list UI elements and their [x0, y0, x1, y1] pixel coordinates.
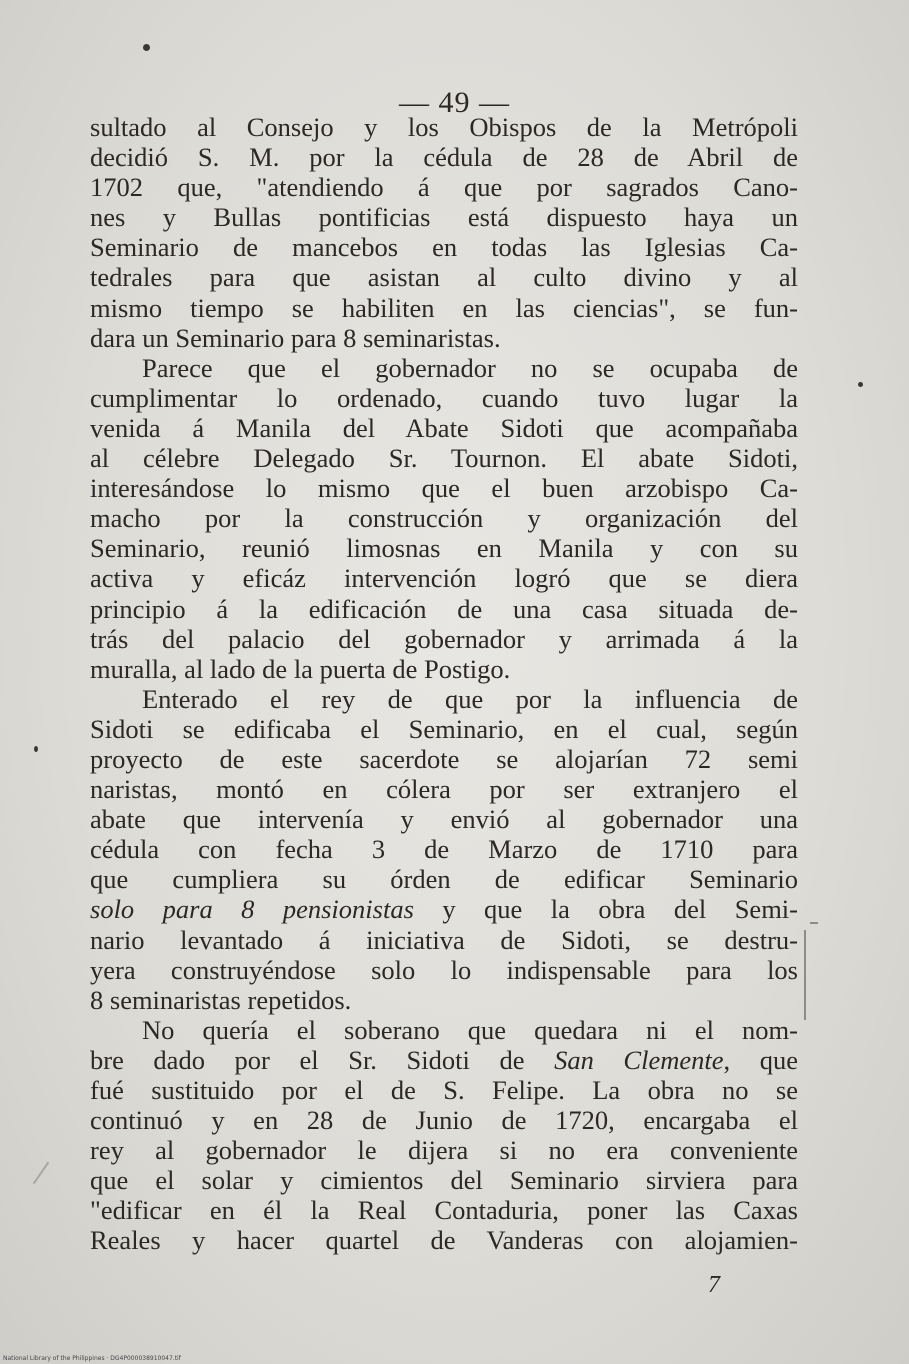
ink-speck: [143, 44, 150, 51]
text-line: activa y eficáz intervención logró que se diera: [90, 563, 798, 594]
italic-phrase: solo para 8 pensionistas: [90, 894, 414, 925]
text-line: rey al gobernador le dijera si no era conveniente: [90, 1135, 798, 1166]
text-line-italic: [90, 1045, 798, 1075]
page-number: — 49 —: [399, 86, 510, 119]
text-line: trás del palacio del gobernador y arrimada á la: [90, 623, 798, 654]
text-line: macho por la construcción y organización del: [90, 503, 798, 534]
body-text: [90, 112, 798, 1256]
text-line: proyecto de este sacerdote se alojarían 72 semi: [90, 743, 798, 774]
text-line: 1702 que, "atendiendo á que por sagrados Cano-: [90, 172, 798, 203]
signature-mark: 7: [708, 1272, 720, 1298]
text-line-italic: [90, 894, 798, 924]
text-line: muralla, al lado de la puerta de Postigo.: [90, 653, 511, 684]
pencil-mark: [33, 1162, 50, 1184]
text-line: Reales y hacer quartel de Vanderas con alojamien-: [90, 1225, 798, 1256]
text-line: nario levantado á iniciativa de Sidoti, se destru-: [90, 924, 798, 955]
text-line: Seminario, reunió limosnas en Manila y con su: [90, 533, 798, 564]
text-line: abate que intervenía y envió al gobernador una: [90, 804, 798, 835]
text-line: nes y Bullas pontificias está dispuesto haya un: [90, 202, 798, 233]
text-line: al célebre Delegado Sr. Tournon. El abate Sidoti,: [90, 443, 798, 474]
text-line: No quería el soberano que quedara ni el nom-: [142, 1014, 798, 1045]
margin-tick: [810, 922, 818, 924]
text-line: cumplimentar lo ordenado, cuando tuvo lugar la: [90, 382, 798, 413]
line-start: bre dado por el Sr. Sidoti de: [90, 1044, 555, 1075]
text-line: que el solar y cimientos del Seminario sirviera para: [90, 1165, 798, 1196]
text-line: que cumpliera su órden de edificar Seminario: [90, 864, 798, 895]
ink-speck: [858, 382, 863, 387]
italic-phrase: San Clemente: [554, 1044, 724, 1075]
text-line: decidió S. M. por la cédula de 28 de Abril de: [90, 142, 798, 173]
margin-line: [804, 930, 806, 1020]
text-line: Sidoti se edificaba el Seminario, en el cual, según: [90, 713, 798, 744]
scan-credit: National Library of the Philippines · DG4P000038910047.tif: [3, 1355, 181, 1362]
text-line: dara un Seminario para 8 seminaristas.: [90, 322, 501, 353]
text-line: naristas, montó en cólera por ser extranjero el: [90, 774, 798, 805]
text-line: venida á Manila del Abate Sidoti que acompañaba: [90, 412, 798, 443]
text-line: principio á la edificación de una casa situada de-: [90, 593, 798, 624]
ink-speck: [34, 746, 38, 752]
text-line: interesándose lo mismo que el buen arzobispo Ca-: [90, 473, 798, 504]
line-remainder: , que: [723, 1044, 798, 1075]
text-line: Seminario de mancebos en todas las Iglesias Ca-: [90, 232, 798, 263]
text-line: sultado al Consejo y los Obispos de la Metrópoli: [90, 112, 798, 142]
text-line: "edificar en él la Real Contaduria, poner las Caxas: [90, 1195, 798, 1226]
text-line: cédula con fecha 3 de Marzo de 1710 para: [90, 834, 798, 865]
text-line: 8 seminaristas repetidos.: [90, 984, 352, 1015]
text-line: yera construyéndose solo lo indispensable para los: [90, 954, 798, 985]
text-line: fué sustituido por el de S. Felipe. La obra no se: [90, 1075, 798, 1105]
text-line: Enterado el rey de que por la influencia de: [142, 683, 798, 714]
text-line: tedrales para que asistan al culto divino y al: [90, 262, 798, 293]
text-line: mismo tiempo se habiliten en las ciencias", se fun-: [90, 292, 798, 323]
text-line: Parece que el gobernador no se ocupaba de: [142, 352, 798, 383]
text-line: continuó y en 28 de Junio de 1720, encargaba el: [90, 1105, 798, 1136]
line-remainder: y que la obra del Semi-: [413, 894, 798, 925]
